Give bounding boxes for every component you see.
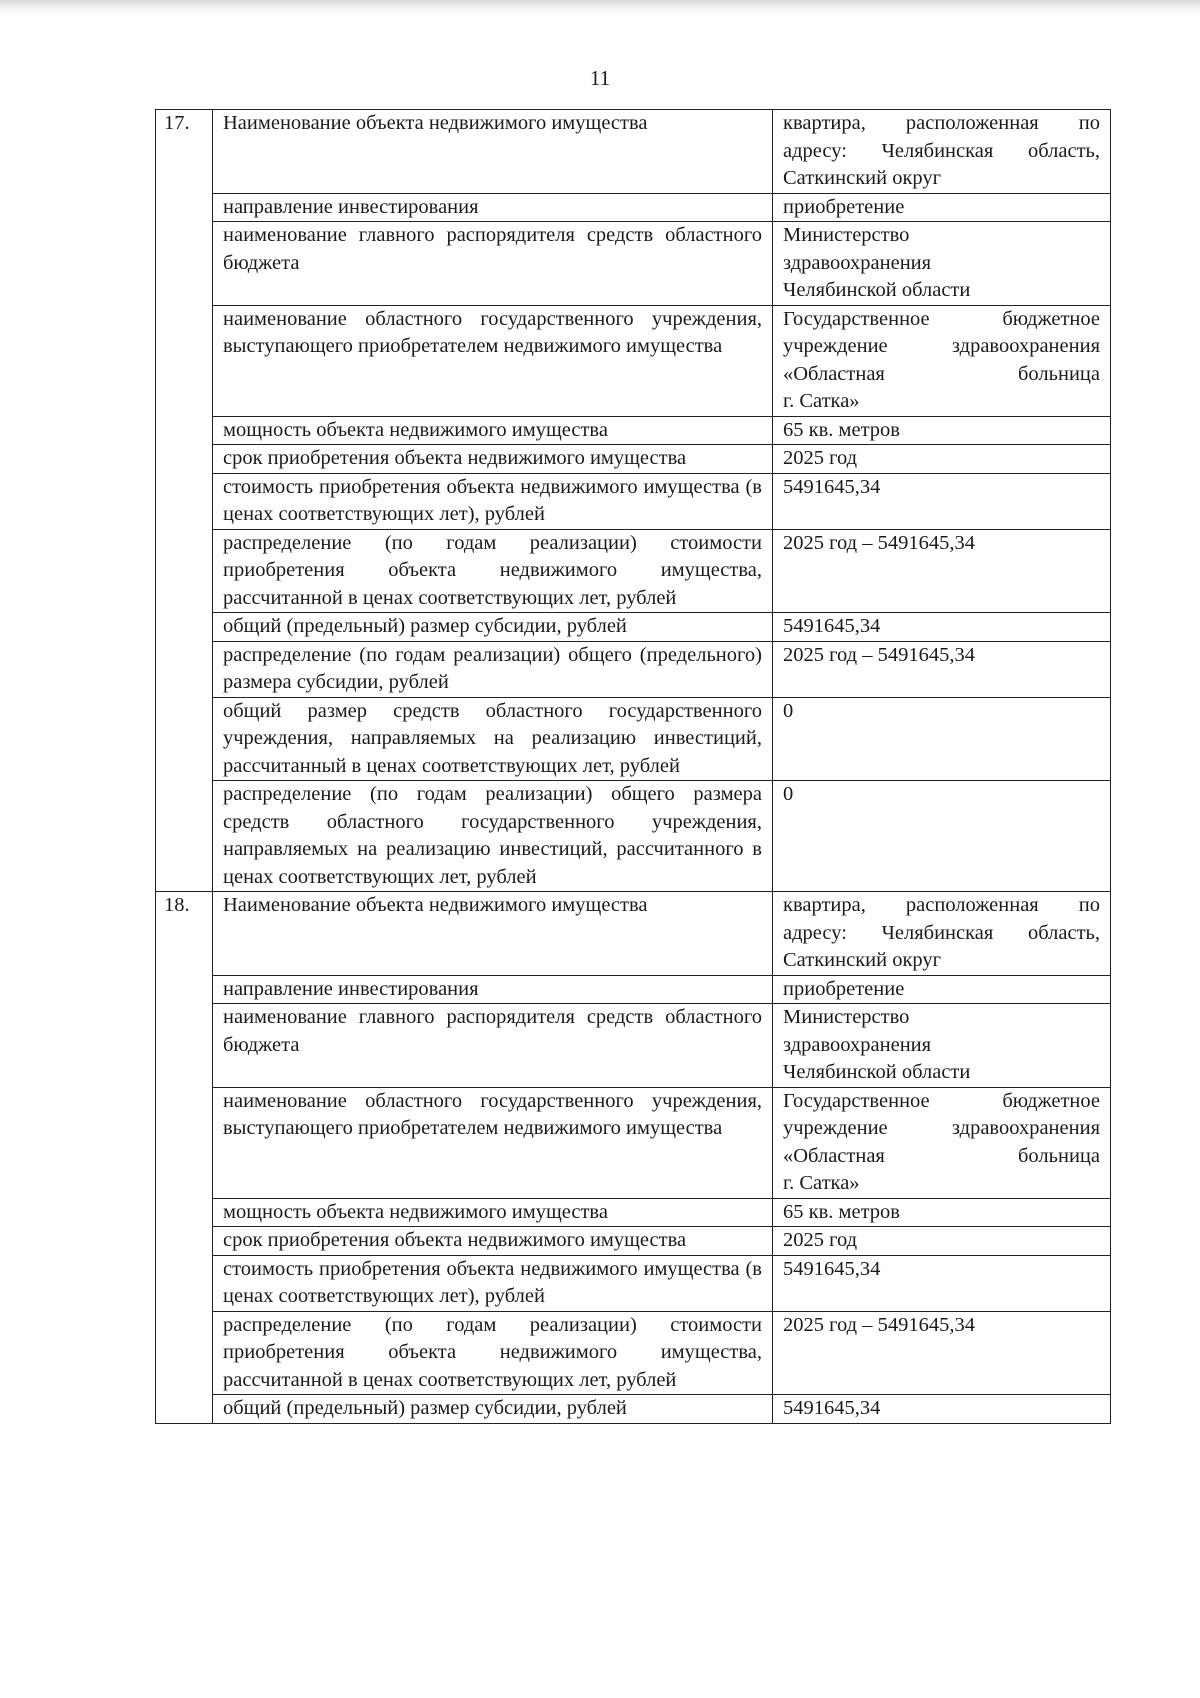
row-label: мощность объекта недвижимого имущества [213,1198,773,1227]
value-line: здравоохранения [783,251,932,274]
investment-objects-table [155,109,1111,1424]
row-label: распределение (по годам реализации) стоимости приобретения объекта недвижимого имущества, рассчитанной в ценах соответствующих лет, рублей [213,1311,773,1395]
table-row [156,781,1111,892]
value-line: 0 [783,699,794,722]
row-label: Наименование объекта недвижимого имущества [213,110,773,194]
table-row [156,613,1111,642]
table-row [156,473,1111,529]
value-line: 5491645,34 [783,475,881,498]
value-line: 2025 год – 5491645,34 [783,643,975,666]
row-value [773,445,1111,474]
row-label: Наименование объекта недвижимого имущества [213,892,773,976]
value-line: 5491645,34 [783,615,881,637]
value-line: квартира, расположенная по [783,112,1100,134]
row-value [773,892,1111,976]
value-line: 0 [783,783,794,805]
table-row [156,1255,1111,1311]
value-line: Государственное бюджетное [783,307,1100,330]
row-value [773,416,1111,445]
value-line: 2025 год [783,447,858,469]
row-label: стоимость приобретения объекта недвижимого имущества (в ценах соответствующих лет), рублей [213,1255,773,1311]
page-number: 11 [589,66,611,90]
value-line: здравоохранения [783,1033,932,1056]
value-line: 65 кв. метров [783,1200,900,1223]
row-value [773,110,1111,194]
row-label: распределение (по годам реализации) общего (предельного) размера субсидии, рублей [213,641,773,697]
row-label: распределение (по годам реализации) стоимости приобретения объекта недвижимого имущества, рассчитанной в ценах соответствующих лет, рублей [213,529,773,613]
row-label: общий (предельный) размер субсидии, рублей [213,1395,773,1424]
table-row [156,305,1111,416]
object-index: 18. [156,892,213,1424]
row-value [773,1255,1111,1311]
row-label: наименование областного государственного учреждения, выступающего приобретателем недвижимого имущества [213,305,773,416]
row-label: срок приобретения объекта недвижимого имущества [213,445,773,474]
row-label: направление инвестирования [213,975,773,1004]
table-row [156,697,1111,781]
value-line: Саткинский округ [783,949,942,971]
value-line: учреждение здравоохранения [783,335,1100,357]
value-line: приобретение [783,977,905,1000]
value-line: 2025 год – 5491645,34 [783,531,975,554]
table-row [156,641,1111,697]
value-line: приобретение [783,195,905,218]
value-line: адресу: Челябинская область, [783,921,1100,944]
table-row [156,1004,1111,1088]
row-label: наименование областного государственного учреждения, выступающего приобретателем недвижимого имущества [213,1087,773,1198]
table-row [156,1227,1111,1256]
table-row [156,529,1111,613]
value-line: Челябинской области [783,279,971,301]
table-row [156,193,1111,222]
table-row [156,975,1111,1004]
value-line: 65 кв. метров [783,418,900,441]
value-line: «Областная больница [783,362,1100,385]
value-line: «Областная больница [783,1144,1100,1167]
row-label: мощность объекта недвижимого имущества [213,416,773,445]
table-row [156,1395,1111,1424]
value-line: Государственное бюджетное [783,1089,1100,1112]
value-line: Министерство [783,224,910,246]
row-value [773,781,1111,892]
value-line: г. Сатка» [783,390,860,412]
table-row [156,445,1111,474]
row-value [773,975,1111,1004]
row-value [773,613,1111,642]
value-line: г. Сатка» [783,1172,860,1194]
row-value [773,1227,1111,1256]
scan-top-edge [0,0,1200,14]
value-line: Министерство [783,1006,910,1028]
value-line: 5491645,34 [783,1257,881,1280]
table-row [156,416,1111,445]
row-label: распределение (по годам реализации) общего размера средств областного государственного учреждения, направляемых на реализацию инвестиций, рассчитанного в ценах соответствующих лет, рублей [213,781,773,892]
value-line: 2025 год [783,1229,858,1251]
row-value [773,305,1111,416]
row-value [773,1395,1111,1424]
row-label: направление инвестирования [213,193,773,222]
value-line: квартира, расположенная по [783,894,1100,916]
table-row [156,892,1111,976]
row-value [773,193,1111,222]
table-row [156,1198,1111,1227]
row-value [773,529,1111,613]
row-value [773,1198,1111,1227]
row-value [773,697,1111,781]
row-value [773,1004,1111,1088]
row-label: общий размер средств областного государственного учреждения, направляемых на реализацию инвестиций, рассчитанный в ценах соответствующих лет, рублей [213,697,773,781]
row-label: срок приобретения объекта недвижимого имущества [213,1227,773,1256]
value-line: 5491645,34 [783,1397,881,1419]
row-value [773,641,1111,697]
object-index: 17. [156,110,213,892]
value-line: Челябинской области [783,1061,971,1083]
value-line: адресу: Челябинская область, [783,139,1100,162]
table-row [156,222,1111,306]
row-value [773,1311,1111,1395]
table-row [156,110,1111,194]
row-label: общий (предельный) размер субсидии, рублей [213,613,773,642]
row-value [773,473,1111,529]
row-value [773,222,1111,306]
value-line: учреждение здравоохранения [783,1117,1100,1139]
row-label: стоимость приобретения объекта недвижимого имущества (в ценах соответствующих лет), рублей [213,473,773,529]
row-label: наименование главного распорядителя средств областного бюджета [213,1004,773,1088]
table-row [156,1311,1111,1395]
row-value [773,1087,1111,1198]
row-label: наименование главного распорядителя средств областного бюджета [213,222,773,306]
value-line: 2025 год – 5491645,34 [783,1313,975,1336]
value-line: Саткинский округ [783,167,942,189]
table-body [156,110,1111,1424]
table-row [156,1087,1111,1198]
